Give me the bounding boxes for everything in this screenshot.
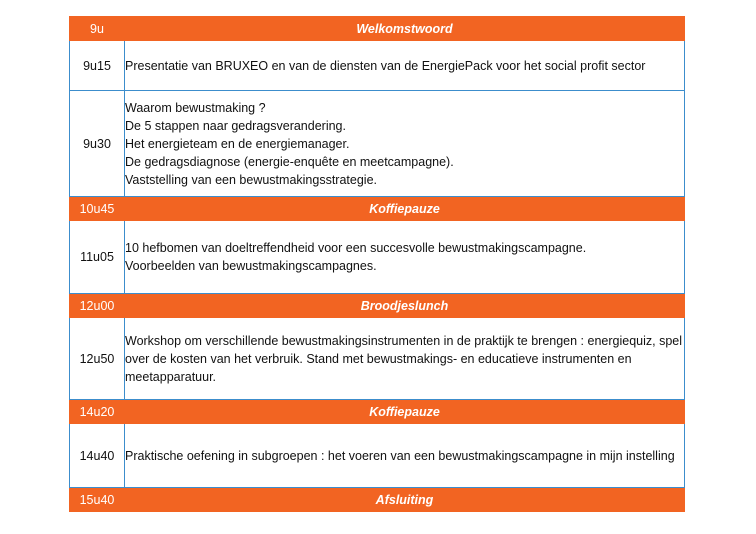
time-cell: 9u30 (70, 91, 125, 197)
break-title: Afsluiting (125, 488, 685, 512)
session-line: Vaststelling van een bewustmakingsstrategie. (125, 172, 377, 187)
time-cell: 11u05 (70, 221, 125, 294)
session-row-14u40 (70, 424, 685, 488)
session-row-12u50 (70, 318, 685, 400)
time-cell: 12u00 (70, 294, 125, 318)
agenda-table (69, 16, 685, 512)
break-row-broodjeslunch (70, 294, 685, 318)
break-row-afsluiting (70, 488, 685, 512)
session-line: Het energieteam en de energiemanager. (125, 136, 350, 151)
time-cell: 14u20 (70, 400, 125, 424)
time-cell: 9u (70, 17, 125, 41)
break-title: Koffiepauze (125, 197, 685, 221)
session-description (125, 41, 685, 91)
session-line: Workshop om verschillende bewustmakingsinstrumenten in de praktijk te brengen : energiequiz, spel over de kosten van het verbruik. Stand met bewustmakings- en educatieve instrumenten en meetapparatuur. (125, 333, 683, 384)
break-row-koffiepauze-2 (70, 400, 685, 424)
break-title: Broodjeslunch (125, 294, 685, 318)
time-cell: 14u40 (70, 424, 125, 488)
session-description (125, 424, 685, 488)
session-line: Presentatie van BRUXEO en van de diensten van de EnergiePack voor het social profit sector (125, 58, 646, 73)
session-line: De 5 stappen naar gedragsverandering. (125, 118, 346, 133)
time-cell: 10u45 (70, 197, 125, 221)
session-line: Voorbeelden van bewustmakingscampagnes. (125, 259, 377, 273)
break-row-koffiepauze-1 (70, 197, 685, 221)
session-description (125, 91, 685, 197)
session-line: 10 hefbomen van doeltreffendheid voor een succesvolle bewustmakingscampagne. (125, 241, 587, 255)
session-line: Waarom bewustmaking ? (125, 100, 266, 115)
session-line: De gedragsdiagnose (energie-enquête en meetcampagne). (125, 154, 454, 169)
session-row-11u05 (70, 221, 685, 294)
session-description (125, 221, 685, 294)
break-title: Koffiepauze (125, 400, 685, 424)
time-cell: 9u15 (70, 41, 125, 91)
break-row-welkomstwoord (70, 17, 685, 41)
break-title: Welkomstwoord (125, 17, 685, 41)
session-row-9u30 (70, 91, 685, 197)
session-row-9u15 (70, 41, 685, 91)
session-line: Praktische oefening in subgroepen : het voeren van een bewustmakingscampagne in mijn instelling (125, 448, 675, 463)
time-cell: 15u40 (70, 488, 125, 512)
time-cell: 12u50 (70, 318, 125, 400)
session-description (125, 318, 685, 400)
